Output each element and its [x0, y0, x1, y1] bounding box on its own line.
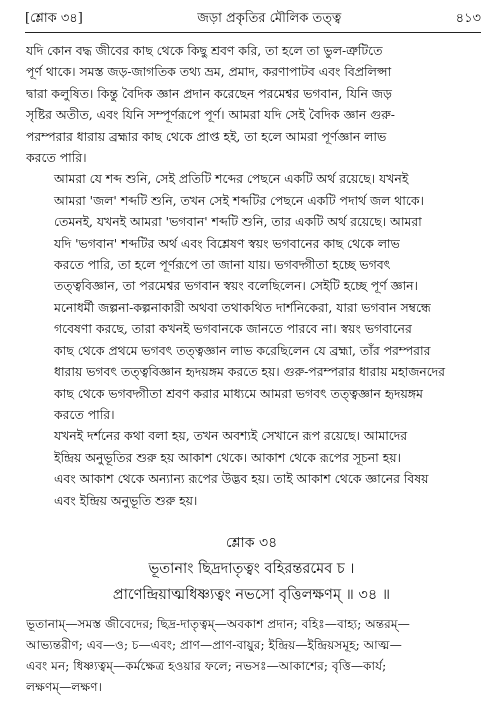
text-line: পরম্পরার ধারায় ব্রহ্মার কাছ থেকে প্রাপ্ত হই, তা হলে আমরা পূর্ণজ্ঞান লাভ	[26, 128, 387, 144]
synonym-line: এবং মন; ধিষ্ণ্যত্বম্—কর্মক্ষেত্র হওয়ার ফলে; নভসঃ—আকাশের; বৃত্তি—কার্য;	[26, 659, 387, 673]
text-line: মনোধর্মী জল্পনা-কল্পনাকারী অথবা তথাকথিত দার্শনিকেরা, যারা ভগবান সম্বন্ধে	[54, 299, 431, 315]
text-line: আমরা 'জল' শব্দটি শুনি, তখন সেই শব্দটির পেছনে একটি পদার্থ জল থাকে।	[54, 192, 424, 208]
text-line: করতে পারি, তা হলে পূর্ণরূপে তা জানা যায়। ভগবদ্গীতা হচ্ছে ভগবৎ	[54, 257, 391, 273]
text-line: এবং আকাশ থেকে অন্যান্য রূপের উদ্ভব হয়। তাই আকাশ থেকে জ্ঞানের বিষয়	[54, 471, 429, 487]
synonym-line: ভূতানাম্—সমস্ত জীবেদের; ছিদ্র-দাতৃত্বম্—অবকাশ প্রদান; বহিঃ—বাহ্য; অন্তরম্—	[26, 617, 410, 631]
text-line: করতে পারি।	[26, 150, 87, 166]
text-line: তেমনই, যখনই আমরা 'ভগবান' শব্দটি শুনি, তার একটি অর্থ রয়েছে। আমরা	[54, 214, 422, 230]
text-line: যদি 'ভগবান' শব্দটির অর্থ এবং বিশ্লেষণ স্বয়ং ভগবানের কাছ থেকে লাভ	[54, 235, 400, 251]
text-line: ইন্দ্রিয় অনুভূতির শুরু হয় আকাশ থেকে। আকাশ থেকে রূপের সূচনা হয়।	[54, 449, 401, 465]
text-line: করতে পারি।	[54, 406, 115, 422]
text-line: ধারায় ভগবৎ তত্ত্ববিজ্ঞান হৃদয়ঙ্গম করতে হয়। গুরু-পরম্পরার ধারায় মহাজনদের	[54, 364, 445, 380]
text-line: গবেষণা করছে, তারা কখনই ভগবানকে জানতে পারবে না। স্বয়ং ভগবানের	[54, 321, 412, 337]
purport-text	[26, 40, 479, 511]
text-line: সৃষ্টির অতীত, এবং যিনি সম্পূর্ণরূপে পূর্ণ। আমরা যদি সেই বৈদিক জ্ঞান গুরু-	[26, 107, 395, 123]
text-line: যখনই দর্শনের কথা বলা হয়, তখন অবশ্যই সেখানে রূপ রয়েছে। আমাদের	[54, 428, 408, 444]
text-line: কাছ থেকে প্রথমে ভগবৎ তত্ত্বজ্ঞান লাভ করেছিলেন যে ব্রহ্মা, তাঁর পরম্পরার	[54, 342, 431, 358]
text-line: কাছ থেকে ভগবদ্গীতা শ্রবণ করার মাধ্যমে আমরা ভগবৎ তত্ত্বজ্ঞান হৃদয়ঙ্গম	[54, 385, 423, 401]
text-line: আমরা যে শব্দ শুনি, সেই প্রতিটি শব্দের পেছনে একটি অর্থ রয়েছে। যখনই	[54, 171, 409, 187]
paragraph	[26, 168, 479, 425]
text-line: যদি কোন বদ্ধ জীবের কাছ থেকে কিছু শ্রবণ করি, তা হলে তা ভুল-ত্রুটিতে	[26, 43, 383, 58]
text-line: দ্বারা কলুষিত। কিন্তু বৈদিক জ্ঞান প্রদান করেছেন পরমেশ্বর ভগবান, যিনি জড়	[26, 85, 392, 101]
text-line: পূর্ণ থাকে। সমস্ত জড়-জাগতিক তথ্য ভ্রম, প্রমাদ, করণাপাটব এবং বিপ্রলিপ্সা	[26, 64, 392, 80]
paragraph	[26, 425, 479, 511]
page-number: ৪১৩	[455, 10, 481, 26]
verse-title: শ্লোক ৩৪	[225, 535, 278, 551]
page-header	[25, 8, 481, 30]
verse-line: ভূতানাং ছিদ্রদাতৃত্বং বহিরন্তরমেব চ ।	[148, 561, 355, 577]
text-line: তত্ত্ববিজ্ঞান, তা পরমেশ্বর ভগবান স্বয়ং বলেছিলেন। সেইটি হচ্ছে পূর্ণ জ্ঞান।	[54, 278, 418, 294]
verse-block	[0, 530, 503, 608]
verse-reference: [শ্লোক ৩৪]	[25, 10, 83, 26]
synonym-line: লক্ষণম্—লক্ষণ।	[26, 680, 102, 694]
header-rule	[25, 32, 481, 33]
paragraph	[26, 40, 479, 168]
text-line: এবং ইন্দ্রিয় অনুভূতি শুরু হয়।	[54, 492, 198, 508]
verse-line: প্রাণেন্দ্রিয়াত্মধিষ্ণ্যত্বং নভসো বৃত্তিলক্ষণম্ ॥ ৩৪ ॥	[112, 587, 391, 603]
word-meanings	[26, 614, 479, 698]
synonym-line: আভ্যন্তরীণ; এব—ও; চ—এবং; প্রাণ—প্রাণ-বায়ুর; ইন্দ্রিয়—ইন্দ্রিয়সমূহ; আত্ম—	[26, 638, 402, 652]
chapter-title: জড়া প্রকৃতির মৌলিক তত্ত্ব	[197, 10, 342, 26]
